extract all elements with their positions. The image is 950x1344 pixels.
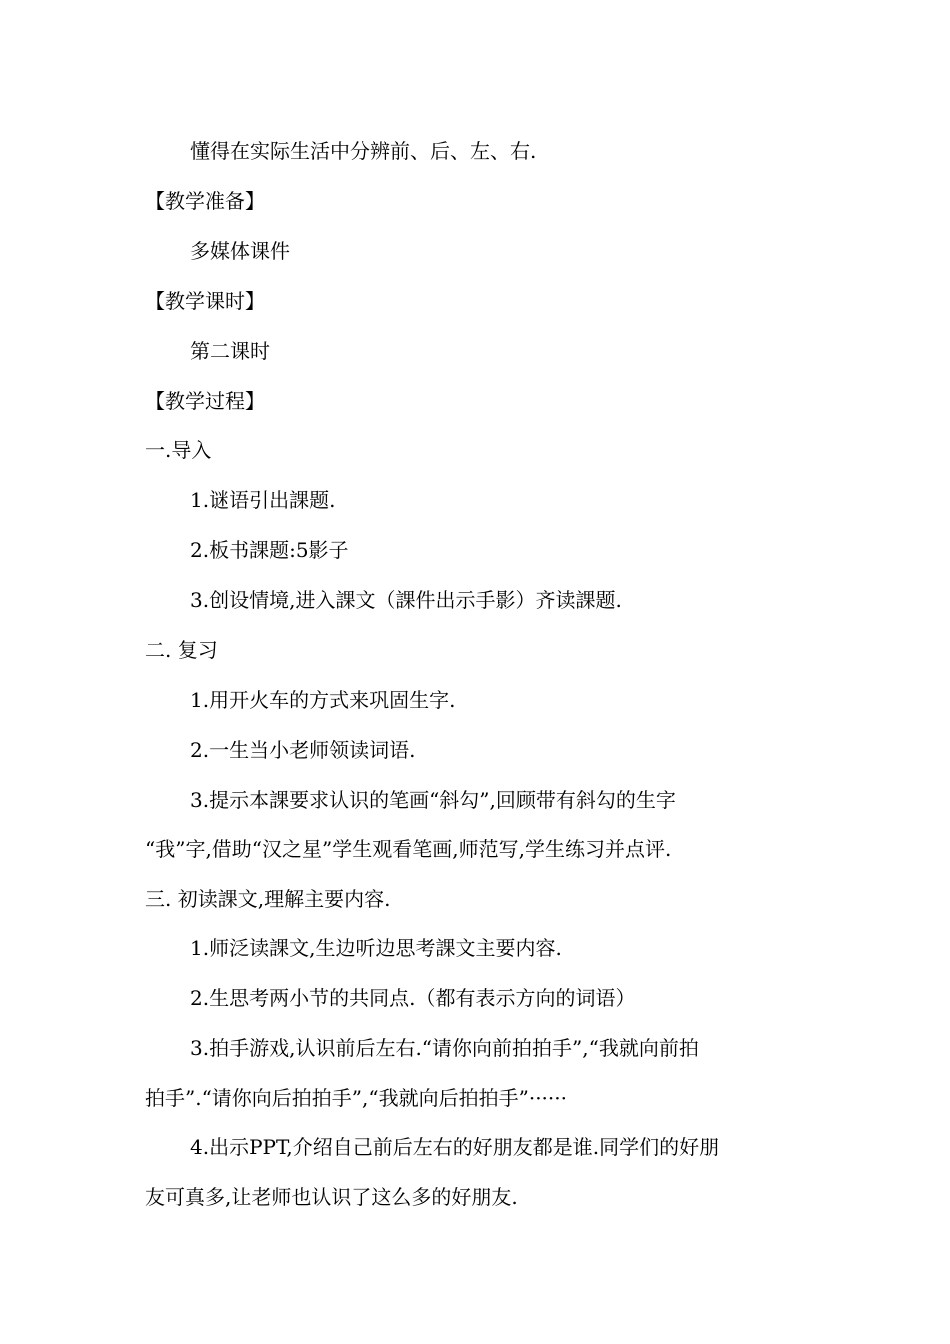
list-item-continuation: 拍手”.“请你向后拍拍手”,“我就向后拍拍手”······ [145,1086,567,1110]
process-heading: 【教学过程】 [145,389,265,413]
hours-text: 第二课时 [190,339,270,363]
prep-heading: 【教学准备】 [145,189,265,213]
section-title-2: 二. 复习 [145,638,218,662]
section-title-1: 一.导入 [145,438,212,462]
list-item: 1.师泛读課文,生边听边思考課文主要内容. [190,936,562,960]
list-item: 3.拍手游戏,认识前后左右.“请你向前拍拍手”,“我就向前拍 [190,1036,699,1060]
list-item: 2.一生当小老师领读词语. [190,738,416,762]
list-item-continuation: “我”字,借助“汉之星”学生观看笔画,师范写,学生练习并点评. [145,837,672,861]
list-item: 3.提示本課要求认识的笔画“斜勾”,回顾带有斜勾的生字 [190,788,676,812]
list-item: 2.板书課题:5影子 [190,538,349,562]
section-title-3: 三. 初读課文,理解主要内容. [145,887,391,911]
list-item: 1.用开火车的方式来巩固生字. [190,688,456,712]
prep-text: 多媒体课件 [190,239,290,263]
list-item: 4.出示PPT,介绍自己前后左右的好朋友都是谁.同学们的好朋 [190,1135,720,1159]
intro-line: 懂得在实际生活中分辨前、后、左、右. [190,139,537,163]
hours-heading: 【教学课时】 [145,289,265,313]
list-item: 1.谜语引出課题. [190,488,336,512]
list-item: 3.创设情境,进入課文（課件出示手影）齐读課题. [190,588,622,612]
list-item: 2.生思考两小节的共同点.（都有表示方向的词语） [190,986,636,1010]
list-item-continuation: 友可真多,让老师也认识了这么多的好朋友. [145,1185,518,1209]
